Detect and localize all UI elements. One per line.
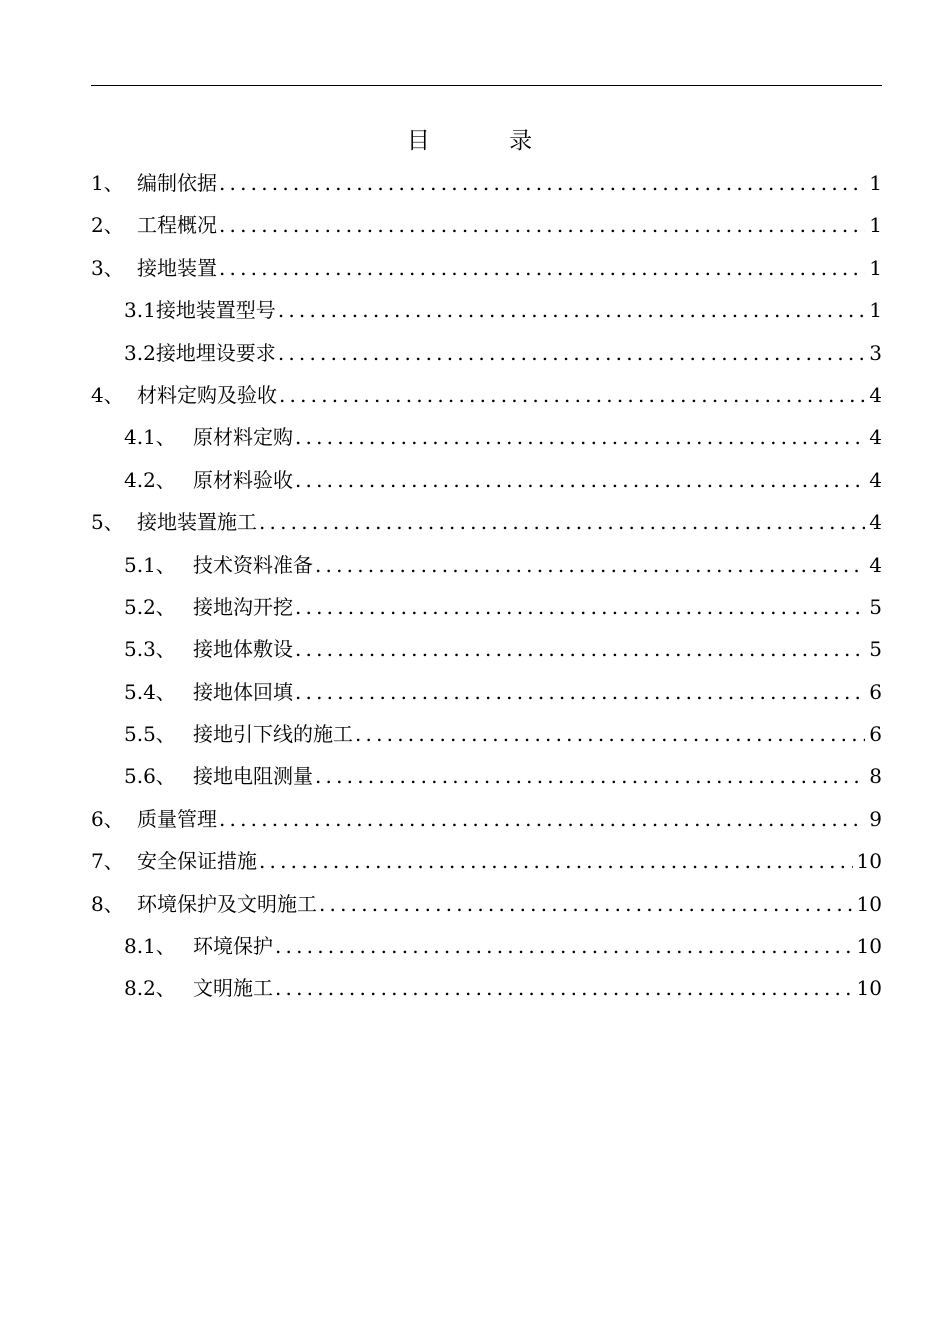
- toc-entry-title: 原材料定购: [193, 425, 293, 450]
- toc-dot-leader: [315, 755, 865, 797]
- toc-entry-number: 4.2、: [124, 467, 176, 492]
- toc-dot-leader: [295, 586, 865, 628]
- toc-entry-page: 6: [869, 722, 882, 747]
- toc-entry-page: 10: [856, 891, 882, 916]
- toc-entry-number: 3.2: [124, 340, 156, 365]
- toc-entry-page: 10: [856, 849, 882, 874]
- toc-entry[interactable]: [91, 501, 882, 543]
- toc-dot-leader: [315, 544, 865, 586]
- toc-entry[interactable]: [91, 925, 882, 967]
- toc-entry-title: 接地体敷设: [193, 637, 293, 662]
- toc-entry[interactable]: [91, 459, 882, 501]
- toc-entry[interactable]: [91, 544, 882, 586]
- toc-entry-title: 接地装置型号: [155, 298, 276, 323]
- toc-entry-number: 2、: [91, 213, 124, 238]
- toc-entry-title: 工程概况: [137, 213, 217, 238]
- toc-entry-title: 接地电阻测量: [193, 764, 313, 789]
- toc-entry-title: 材料定购及验收: [137, 382, 277, 407]
- toc-entry-number: 4、: [91, 382, 124, 407]
- toc-entry-page: 4: [869, 382, 882, 407]
- toc-entry[interactable]: [91, 586, 882, 628]
- toc-entry[interactable]: [91, 204, 882, 246]
- toc-entry-page: 9: [869, 806, 882, 831]
- toc-entry-number: 5.1、: [124, 552, 176, 577]
- toc-entry-title: 接地体回填: [193, 679, 293, 704]
- toc-entry-title: 接地引下线的施工: [193, 722, 353, 747]
- toc-entry[interactable]: [91, 374, 882, 416]
- toc-entry[interactable]: [91, 713, 882, 755]
- toc-entry-number: 7、: [91, 849, 124, 874]
- toc-entry-number: 4.1、: [124, 425, 176, 450]
- toc-entry[interactable]: [91, 840, 882, 882]
- toc-entry-page: 10: [856, 934, 882, 959]
- toc-entry-number: 5.4、: [124, 679, 176, 704]
- toc-entry-page: 4: [869, 510, 882, 535]
- toc-entry-title: 文明施工: [193, 976, 273, 1001]
- toc-entry-title: 原材料验收: [193, 467, 293, 492]
- toc-entry-number: 8、: [91, 891, 124, 916]
- toc-entry-title: 安全保证措施: [137, 849, 257, 874]
- toc-entry-title: 接地沟开挖: [193, 594, 293, 619]
- toc-entry-number: 8.1、: [124, 934, 176, 959]
- toc-entry-title: 技术资料准备: [193, 552, 313, 577]
- toc-entry-page: 5: [869, 637, 882, 662]
- toc-entry-number: 3.1: [124, 298, 156, 323]
- toc-dot-leader: [295, 416, 865, 458]
- toc-entry-number: 5.6、: [124, 764, 176, 789]
- toc-entry-number: 8.2、: [124, 976, 176, 1001]
- toc-entry[interactable]: [91, 247, 882, 289]
- toc-entry[interactable]: [91, 755, 882, 797]
- toc-entry-title: 接地装置施工: [137, 510, 257, 535]
- toc-entry-page: 3: [869, 340, 882, 365]
- toc-entry-number: 5.3、: [124, 637, 176, 662]
- toc-entry-page: 1: [869, 255, 882, 280]
- toc-entry-page: 4: [869, 552, 882, 577]
- toc-dot-leader: [259, 840, 853, 882]
- toc-entry-page: 1: [869, 213, 882, 238]
- toc-entry-number: 5、: [91, 510, 124, 535]
- toc-dot-leader: [219, 247, 865, 289]
- toc-entry[interactable]: [91, 628, 882, 670]
- toc-dot-leader: [259, 501, 865, 543]
- toc-entry[interactable]: [91, 798, 882, 840]
- toc-entry-page: 4: [869, 467, 882, 492]
- toc-entry-title: 接地装置: [137, 255, 217, 280]
- toc-entry-number: 1、: [91, 171, 124, 195]
- toc-entry-title: 质量管理: [137, 806, 217, 831]
- toc-entry[interactable]: [91, 332, 882, 374]
- toc-entry-page: 6: [869, 679, 882, 704]
- toc-entry-page: 1: [869, 298, 882, 323]
- toc-entry-page: 1: [869, 171, 882, 195]
- toc-entry[interactable]: [91, 416, 882, 458]
- toc-entry-page: 8: [869, 764, 882, 789]
- toc-entry-title: 编制依据: [137, 171, 217, 195]
- toc-entry-title: 环境保护及文明施工: [137, 891, 317, 916]
- toc-entry[interactable]: [91, 967, 882, 1009]
- header-rule: [91, 85, 882, 86]
- toc-dot-leader: [219, 204, 865, 246]
- toc-entry-number: 6、: [91, 806, 124, 831]
- toc-entry-page: 4: [869, 425, 882, 450]
- toc-entry-title: 环境保护: [193, 934, 273, 959]
- toc-dot-leader: [275, 967, 853, 1009]
- toc-dot-leader: [295, 671, 865, 713]
- toc-dot-leader: [278, 289, 865, 331]
- toc-list: [91, 162, 882, 1010]
- toc-dot-leader: [319, 883, 853, 925]
- toc-entry-page: 5: [869, 594, 882, 619]
- toc-dot-leader: [355, 713, 865, 755]
- toc-entry[interactable]: [91, 289, 882, 331]
- toc-entry-page: 10: [856, 976, 882, 1001]
- toc-dot-leader: [219, 798, 865, 840]
- toc-dot-leader: [278, 332, 865, 374]
- toc-entry-title: 接地埋设要求: [155, 340, 276, 365]
- toc-entry-number: 5.2、: [124, 594, 176, 619]
- toc-dot-leader: [295, 459, 865, 501]
- toc-entry[interactable]: [91, 883, 882, 925]
- toc-dot-leader: [219, 162, 865, 204]
- toc-dot-leader: [279, 374, 865, 416]
- toc-entry[interactable]: [91, 671, 882, 713]
- toc-entry-number: 5.5、: [124, 722, 176, 747]
- toc-dot-leader: [295, 628, 865, 670]
- toc-dot-leader: [275, 925, 853, 967]
- toc-title: 目 录: [406, 128, 569, 154]
- toc-entry-number: 3、: [91, 255, 124, 280]
- toc-entry[interactable]: [91, 162, 882, 204]
